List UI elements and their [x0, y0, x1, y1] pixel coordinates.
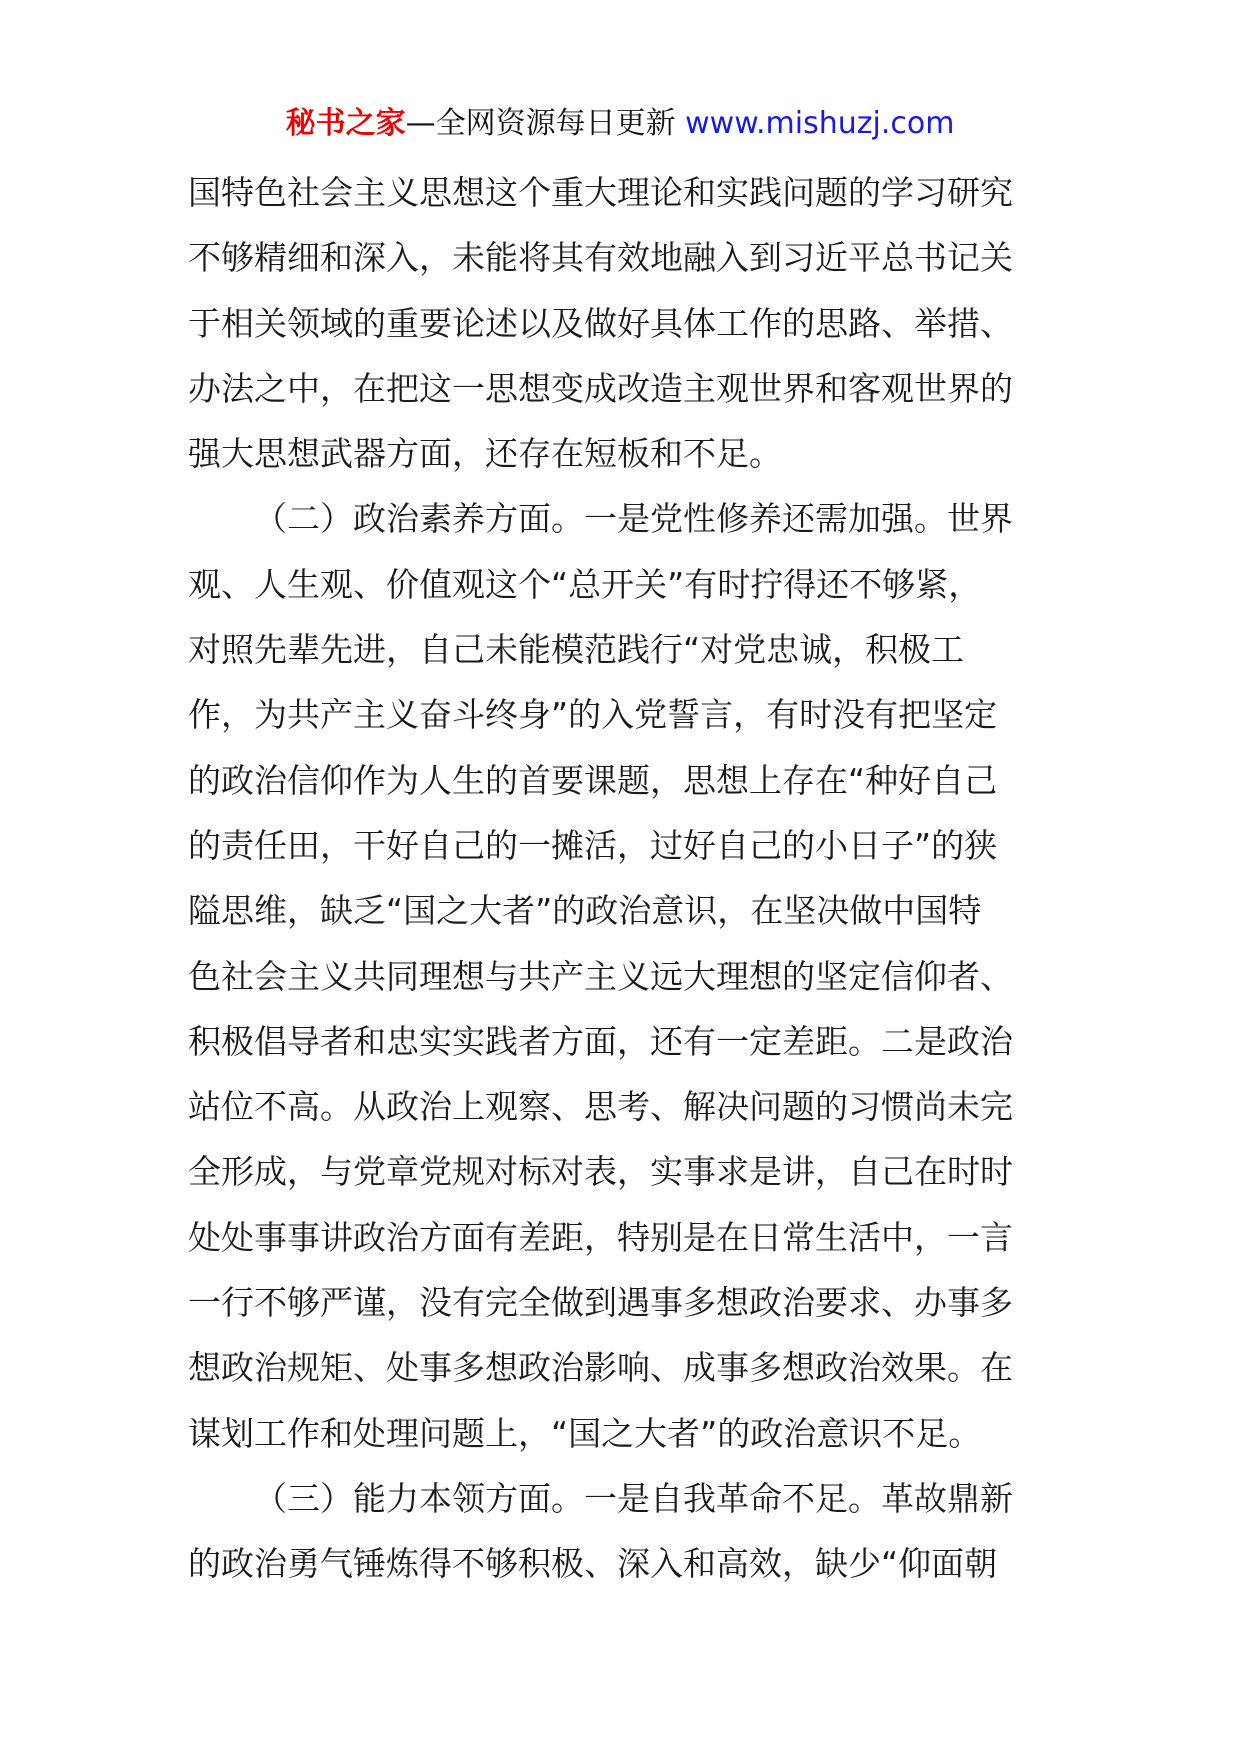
- text-line: 处处事事讲政治方面有差距，特别是在日常生活中，一言: [188, 1217, 1013, 1257]
- text-line: 观、人生观、价值观这个“总开关”有时拧得还不够紧，: [188, 564, 982, 604]
- text-line: 想政治规矩、处事多想政治影响、成事多想政治效果。在: [188, 1348, 1013, 1388]
- text-line: 色社会主义共同理想与共产主义远大理想的坚定信仰者、: [188, 956, 1013, 996]
- text-line: 不够精细和深入，未能将其有效地融入到习近平总书记关: [188, 238, 1013, 278]
- text-line: 强大思想武器方面，还存在短板和不足。: [188, 434, 782, 474]
- text-line: 积极倡导者和忠实实践者方面，还有一定差距。二是政治: [188, 1021, 1013, 1061]
- text-line: 的政治勇气锤炼得不够积极、深入和高效，缺少“仰面朝: [188, 1544, 998, 1584]
- site-slogan: —全网资源每日更新: [405, 106, 676, 141]
- section-heading-line: （二）政治素养方面。一是党性修养还需加强。世界: [254, 499, 1013, 539]
- text-line: 一行不够严谨，没有完全做到遇事多想政治要求、办事多: [188, 1283, 1013, 1323]
- text-line: 国特色社会主义思想这个重大理论和实践问题的学习研究: [188, 173, 1013, 212]
- site-url-link[interactable]: www.mishuzj.com: [685, 106, 955, 141]
- text-line: 谋划工作和处理问题上，“国之大者”的政治意识不足。: [188, 1413, 982, 1453]
- text-line: 办法之中，在把这一思想变成改造主观世界和客观世界的: [188, 368, 1013, 408]
- section-heading-line: （三）能力本领方面。一是自我革命不足。革故鼎新: [254, 1478, 1013, 1518]
- text-line: 的政治信仰作为人生的首要课题，思想上存在“种好自己: [188, 760, 998, 800]
- text-line: 站位不高。从政治上观察、思考、解决问题的习惯尚未完: [188, 1087, 1013, 1127]
- text-line: 作，为共产主义奋斗终身”的入党誓言，有时没有把坚定: [188, 695, 998, 735]
- text-line: 对照先辈先进，自己未能模范践行“对党忠诚，积极工: [188, 630, 965, 670]
- text-line: 于相关领域的重要论述以及做好具体工作的思路、举措、: [188, 303, 1013, 343]
- site-header: [0, 104, 1240, 144]
- site-brand: 秘书之家: [285, 106, 406, 141]
- text-line: 隘思维，缺乏“国之大者”的政治意识，在坚决做中国特: [188, 891, 982, 931]
- text-line: 的责任田，干好自己的一摊活，过好自己的小日子”的狭: [188, 825, 998, 865]
- document-body: [188, 160, 1058, 1597]
- text-line: 全形成，与党章党规对标对表，实事求是讲，自己在时时: [188, 1152, 1013, 1192]
